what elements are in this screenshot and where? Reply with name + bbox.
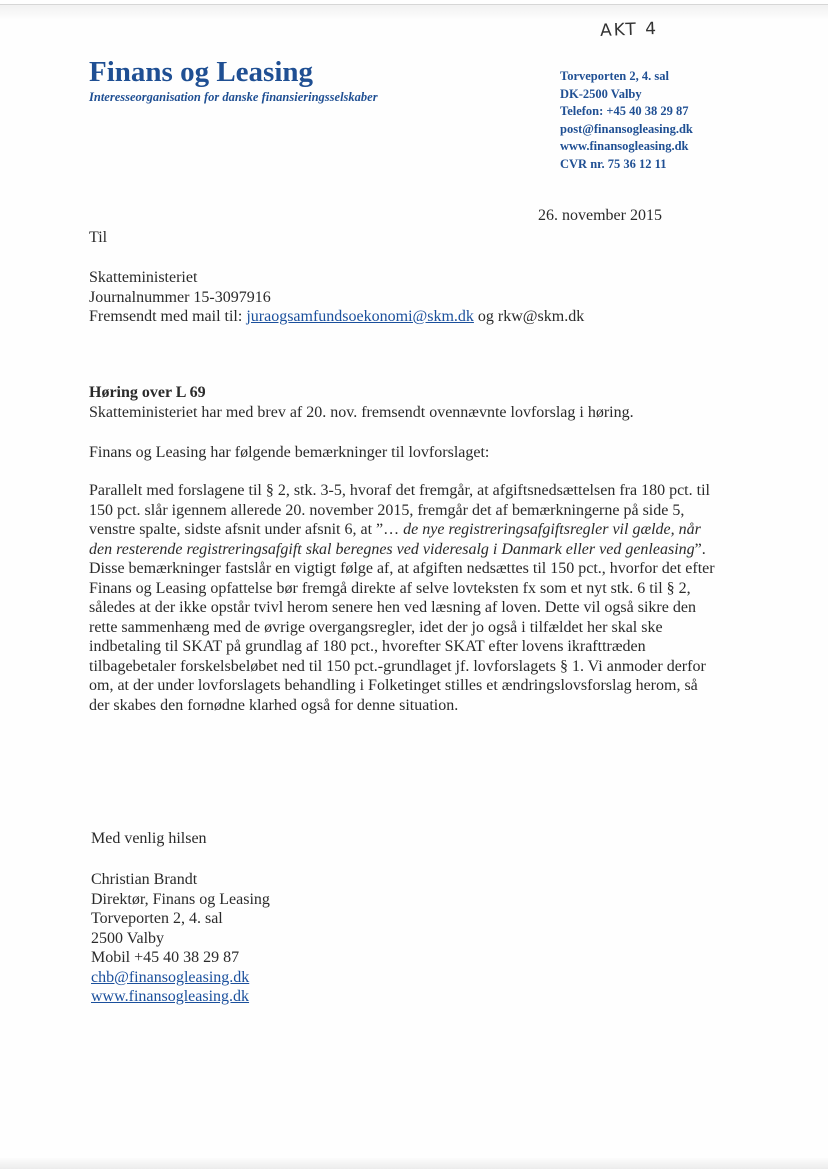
address-phone: Telefon: +45 40 38 29 87 bbox=[560, 104, 689, 118]
recipient-journal: Journalnummer 15-3097916 bbox=[89, 288, 271, 306]
signature-email-link[interactable]: chb@finansogleasing.dk bbox=[91, 968, 250, 986]
signature-street: Torveporten 2, 4. sal bbox=[91, 910, 223, 927]
scan-edge-bottom bbox=[0, 1158, 828, 1169]
signature-email-item bbox=[91, 968, 270, 988]
address-city: DK-2500 Valby bbox=[560, 86, 642, 101]
letterhead-org-name: Finans og Leasing bbox=[89, 56, 313, 88]
recipient-sent-line bbox=[89, 307, 584, 327]
recipient-block bbox=[89, 268, 584, 327]
address-cvr: CVR nr. 75 36 12 11 bbox=[560, 156, 667, 171]
recipient-name: Skatteministeriet bbox=[89, 269, 198, 286]
recipient-email-2: rkw@skm.dk bbox=[497, 308, 585, 325]
address-website: www.finansogleasing.dk bbox=[560, 139, 689, 153]
body-paragraph-1: Skatteministeriet har med brev af 20. nov. fremsendt ovennævnte lovforslag i høring. bbox=[89, 404, 634, 421]
body-paragraph-3 bbox=[89, 481, 719, 715]
signature-block bbox=[91, 870, 270, 1007]
paragraph-3-quote: de nye registreringsafgiftsregler vil gælde, når den resterende registreringsafgift skal beregnes ved videresalg i Danmark eller ved genleasing bbox=[89, 521, 701, 558]
address-street: Torveporten 2, 4. sal bbox=[560, 69, 669, 83]
salutation: Til bbox=[89, 229, 108, 246]
letterhead-address bbox=[560, 68, 693, 173]
handwritten-note: AKT 4 bbox=[599, 18, 659, 42]
letter-date: 26. november 2015 bbox=[538, 207, 662, 224]
signature-website-link[interactable]: www.finansogleasing.dk bbox=[91, 988, 250, 1005]
sent-middle: og bbox=[473, 308, 498, 325]
signature-mobile: Mobil +45 40 38 29 87 bbox=[91, 949, 240, 966]
letterhead-tagline: Interesseorganisation for danske finansieringsselskaber bbox=[89, 90, 378, 104]
sent-prefix: Fremsendt med mail til: bbox=[89, 308, 247, 325]
letter-subject: Høring over L 69 bbox=[89, 384, 206, 401]
signature-name: Christian Brandt bbox=[91, 871, 198, 888]
paragraph-3-end: ”. Disse bemærkninger fastslår en vigtigt følge af, at afgiften nedsættes til 150 pct., hvorfor det efter Finans og Leasing opfattelse bør fremgå direkte af selve lovteksten fx som et nyt stk. 6 til § 2, således at der ikke opstår tvivl herom senere hen ved læsning af loven. Dette vil også sikre den rette sammenhæng med de øvrige overgangsregler, idet der jo også i tilfældet her skal ske indbetaling til SKAT på grundlag af 180 pct., hvorefter SKAT efter lovens ikrafttræden tilbagebetaler forskelsbeløbet ned til 150 pct.-grundlaget jf. lovforslagets § 1. Vi anmoder derfor om, at der under lovforslagets behandling i Folketinget stilles et ændringslovsforslag herom, så der skabes den fornødne klarhed også for denne situation. bbox=[89, 540, 715, 714]
closing: Med venlig hilsen bbox=[91, 830, 207, 847]
signature-city: 2500 Valby bbox=[91, 929, 165, 947]
signature-website-item bbox=[91, 987, 270, 1007]
body-paragraph-2: Finans og Leasing har følgende bemærkninger til lovforslaget: bbox=[89, 444, 490, 461]
scan-edge-top bbox=[0, 4, 828, 19]
address-email: post@finansogleasing.dk bbox=[560, 121, 693, 136]
paragraph-3-start: Parallelt med forslagene til § 2, stk. 3-5, hvoraf det fremgår, at afgiftsnedsættelsen fra 180 pct. til 150 pct. slår igennem allerede 20. november 2015, fremgår det af bemærkningerne på side 5, venstre spalte, sidste afsnit under afsnit 6, at ”… bbox=[89, 482, 710, 538]
signature-title: Direktør, Finans og Leasing bbox=[91, 890, 270, 908]
recipient-email-link[interactable]: juraogsamfundsoekonomi@skm.dk bbox=[246, 308, 474, 325]
